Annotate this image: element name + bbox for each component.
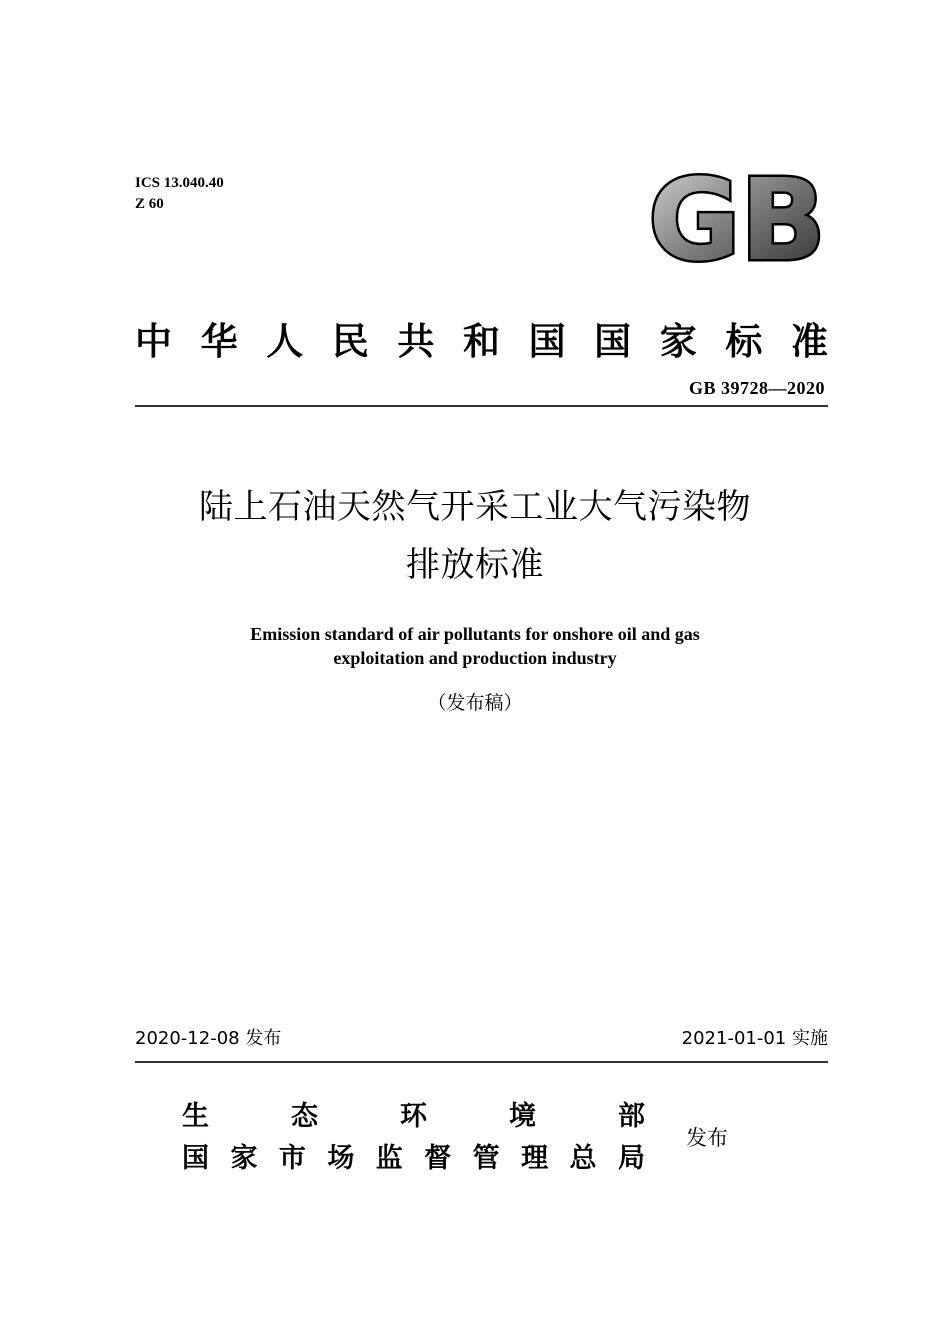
national-title-char: 民 — [331, 320, 369, 363]
issuer-char: 部 — [618, 1101, 645, 1132]
chinese-title-line-2: 排放标准 — [406, 545, 544, 585]
issuer-administration — [182, 1141, 645, 1177]
top-divider — [135, 405, 828, 407]
standard-number: GB 39728—2020 — [688, 378, 825, 398]
issuer-char: 环 — [400, 1101, 427, 1132]
issuer-char: 态 — [291, 1101, 318, 1132]
issuer-char: 理 — [521, 1143, 549, 1174]
national-standard-title — [135, 318, 828, 366]
english-title-line-2: exploitation and production industry — [333, 648, 617, 668]
national-title-char: 和 — [462, 320, 500, 363]
issuer-char: 监 — [375, 1143, 403, 1174]
issuer-char: 督 — [424, 1143, 452, 1174]
issuer-char: 场 — [327, 1143, 355, 1174]
chinese-title-line-1: 陆上石油天然气开采工业大气污染物 — [199, 487, 751, 527]
national-title-char: 标 — [725, 320, 763, 363]
issuer-ministry — [182, 1099, 645, 1135]
national-title-char: 国 — [528, 320, 566, 363]
classification-code: Z 60 — [135, 196, 164, 212]
issuer-char: 生 — [182, 1101, 209, 1132]
issue-date: 2020-12-08 发布 — [135, 1028, 282, 1049]
national-title-char: 家 — [659, 320, 697, 363]
issuer-char: 管 — [472, 1143, 500, 1174]
implementation-date: 2021-01-01 实施 — [681, 1028, 828, 1049]
issuers-publish-label: 发布 — [686, 1126, 728, 1150]
national-title-char: 国 — [594, 320, 632, 363]
national-title-char: 准 — [790, 320, 828, 363]
issuer-char: 市 — [278, 1143, 306, 1174]
national-title-char: 共 — [397, 320, 435, 363]
english-title-line-1: Emission standard of air pollutants for onshore oil and gas — [250, 624, 700, 644]
issuer-char: 境 — [509, 1101, 536, 1132]
national-title-char: 人 — [266, 320, 304, 363]
draft-note: （发布稿） — [427, 692, 523, 714]
gb-logo-text: GB — [648, 165, 826, 267]
gb-logo — [645, 165, 830, 267]
issuer-char: 总 — [569, 1143, 597, 1174]
national-title-char: 华 — [200, 320, 238, 363]
issuer-char: 家 — [230, 1143, 258, 1174]
national-title-char: 中 — [135, 320, 172, 363]
bottom-divider — [135, 1061, 828, 1063]
issuer-char: 局 — [617, 1143, 645, 1174]
issuer-char: 国 — [182, 1143, 209, 1174]
ics-code: ICS 13.040.40 — [135, 175, 224, 191]
